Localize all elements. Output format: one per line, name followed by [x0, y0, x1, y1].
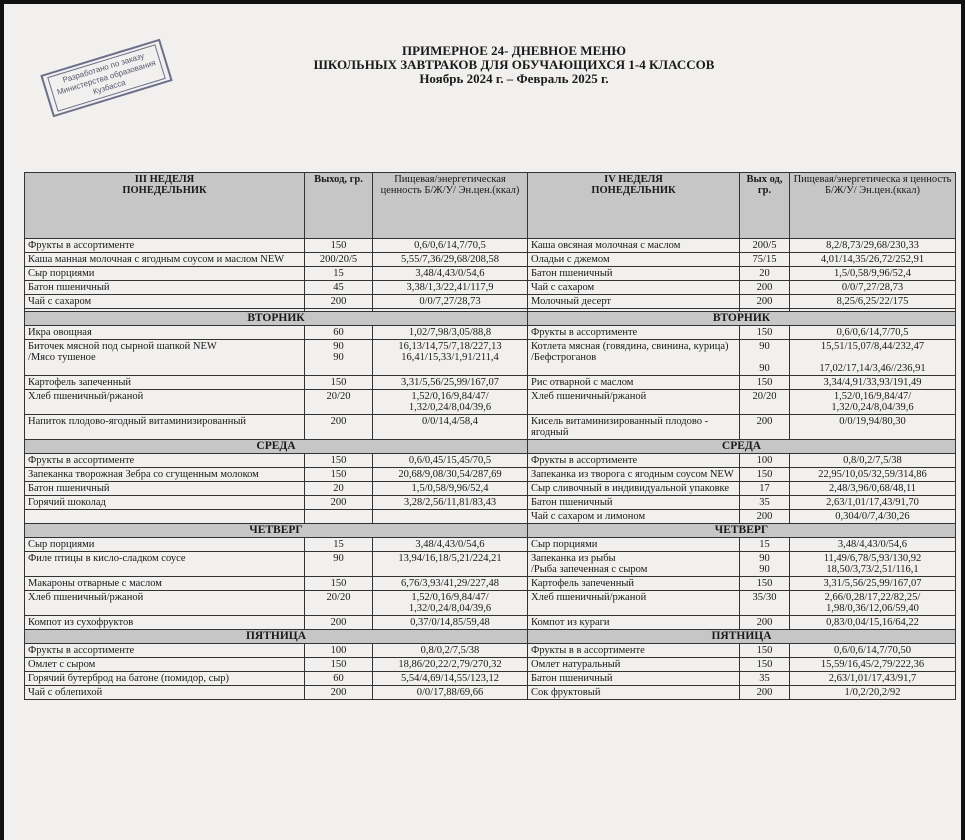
- yield-left: 20: [305, 482, 373, 496]
- dish-name-left: Компот из сухофруктов: [25, 616, 305, 630]
- dish-name-right: Рис отварной с маслом: [528, 376, 740, 390]
- energy-value-left: 5,54/4,69/14,55/123,12: [373, 672, 528, 686]
- dish-name-left: Горячий бутерброд на батоне (помидор, сыр): [25, 672, 305, 686]
- energy-value-left: 3,28/2,56/11,81/83,43: [373, 496, 528, 510]
- day-label-right: ПЯТНИЦА: [528, 630, 956, 644]
- energy-value-right: 0,8/0,2/7,5/38: [790, 454, 956, 468]
- energy-value-right: 3,48/4,43/0/54,6: [790, 538, 956, 552]
- yield-left: [305, 510, 373, 524]
- yield-left: 150: [305, 454, 373, 468]
- dish-name-left: Хлеб пшеничный/ржаной: [25, 390, 305, 415]
- table-row: [25, 672, 956, 686]
- yield-right: 35: [740, 672, 790, 686]
- energy-value-right: 3,31/5,56/25,99/167,07: [790, 577, 956, 591]
- energy-value-right: 22,95/10,05/32,59/314,86: [790, 468, 956, 482]
- menu-table-body: [25, 173, 956, 700]
- energy-value-right: 4,01/14,35/26,72/252,91: [790, 253, 956, 267]
- yield-left: 200: [305, 616, 373, 630]
- dish-name-left: Икра овощная: [25, 326, 305, 340]
- table-row: [25, 267, 956, 281]
- week-right-header: [528, 173, 740, 239]
- energy-value-left: 1,02/7,98/3,05/88,8: [373, 326, 528, 340]
- yield-left: 90 90: [305, 340, 373, 376]
- dish-name-left: Картофель запеченный: [25, 376, 305, 390]
- yield-column-header-left: Выход, гр.: [305, 173, 373, 239]
- day-header-row-friday: [25, 630, 956, 644]
- energy-value-left: [373, 510, 528, 524]
- table-row: [25, 295, 956, 309]
- energy-value-right: 0,6/0,6/14,7/70,50: [790, 644, 956, 658]
- yield-right: 150: [740, 577, 790, 591]
- yield-right: 200: [740, 686, 790, 700]
- dish-name-right: Батон пшеничный: [528, 672, 740, 686]
- yield-right: 150: [740, 644, 790, 658]
- energy-value-left: 3,31/5,56/25,99/167,07: [373, 376, 528, 390]
- energy-value-left: 0,6/0,45/15,45/70,5: [373, 454, 528, 468]
- week-right-title: IV НЕДЕЛЯ: [604, 174, 663, 185]
- energy-value-left: 6,76/3,93/41,29/227,48: [373, 577, 528, 591]
- menu-document: [4, 4, 961, 840]
- yield-right: 200: [740, 510, 790, 524]
- dish-name-left: Макароны отварные с маслом: [25, 577, 305, 591]
- yield-left: 200: [305, 496, 373, 510]
- yield-right: 150: [740, 658, 790, 672]
- yield-right: 20/20: [740, 390, 790, 415]
- yield-left: 90: [305, 552, 373, 577]
- energy-value-left: 0,37/0/14,85/59,48: [373, 616, 528, 630]
- table-row: [25, 281, 956, 295]
- energy-value-left: 3,38/1,3/22,41/117,9: [373, 281, 528, 295]
- title-line-1: ПРИМЕРНОЕ 24- ДНЕВНОЕ МЕНЮ: [401, 43, 626, 58]
- yield-left: 20/20: [305, 390, 373, 415]
- dish-name-right: Запеканка из творога с ягодным соусом NEW: [528, 468, 740, 482]
- week-header-row: [25, 173, 956, 239]
- table-row: [25, 340, 956, 376]
- day-label-left: СРЕДА: [25, 440, 528, 454]
- energy-value-left: 0/0/7,27/28,73: [373, 295, 528, 309]
- title-line-2: ШКОЛЬНЫХ ЗАВТРАКОВ ДЛЯ ОБУЧАЮЩИХСЯ 1-4 КЛАССОВ: [313, 57, 715, 72]
- stamp-text: Разработано по заказу Министерства образования Кузбасса: [47, 44, 166, 111]
- dish-name-left: Чай с сахаром: [25, 295, 305, 309]
- dish-name-right: Омлет натуральный: [528, 658, 740, 672]
- energy-value-right: 15,51/15,07/8,44/232,47 17,02/17,14/3,46//236,91: [790, 340, 956, 376]
- dish-name-left: Омлет с сыром: [25, 658, 305, 672]
- day-label-right: ВТОРНИК: [528, 312, 956, 326]
- yield-left: 150: [305, 376, 373, 390]
- approval-stamp: [40, 39, 172, 118]
- energy-value-left: 3,48/4,43/0/54,6: [373, 267, 528, 281]
- energy-value-left: 0,6/0,6/14,7/70,5: [373, 239, 528, 253]
- energy-value-left: 0/0/14,4/58,4: [373, 415, 528, 440]
- yield-left: 100: [305, 644, 373, 658]
- table-row: [25, 415, 956, 440]
- yield-right: 90 90: [740, 552, 790, 577]
- dish-name-right: Хлеб пшеничный/ржаной: [528, 390, 740, 415]
- yield-left: 200: [305, 415, 373, 440]
- dish-name-left: [25, 510, 305, 524]
- energy-value-right: 8,25/6,25/22/175: [790, 295, 956, 309]
- table-row: [25, 686, 956, 700]
- table-row: [25, 591, 956, 616]
- table-row: [25, 658, 956, 672]
- dish-name-right: Компот из кураги: [528, 616, 740, 630]
- day-header-row-tuesday: [25, 312, 956, 326]
- energy-value-right: 2,63/1,01/17,43/91,70: [790, 496, 956, 510]
- energy-value-right: 0,6/0,6/14,7/70,5: [790, 326, 956, 340]
- page-title: [264, 44, 764, 86]
- day-column-header-right: ПОНЕДЕЛЬНИК: [591, 185, 676, 196]
- yield-left: 15: [305, 538, 373, 552]
- yield-right: 200: [740, 295, 790, 309]
- yield-right: 150: [740, 376, 790, 390]
- energy-value-left: 20,68/9,08/30,54/287,69: [373, 468, 528, 482]
- dish-name-right: Сыр сливочный в индивидуальной упаковке: [528, 482, 740, 496]
- energy-value-left: 0,8/0,2/7,5/38: [373, 644, 528, 658]
- energy-value-right: 0,304/0/7,4/30,26: [790, 510, 956, 524]
- dish-name-left: Филе птицы в кисло-сладком соусе: [25, 552, 305, 577]
- dish-name-left: Фрукты в ассортименте: [25, 239, 305, 253]
- dish-name-left: Биточек мясной под сырной шапкой NEW /Мясо тушеное: [25, 340, 305, 376]
- energy-value-right: 11,49/6,78/5,93/130,92 18,50/3,73/2,51/116,1: [790, 552, 956, 577]
- yield-right: 15: [740, 538, 790, 552]
- energy-value-left: 1,5/0,58/9,96/52,4: [373, 482, 528, 496]
- yield-right: 35: [740, 496, 790, 510]
- yield-right: 200: [740, 281, 790, 295]
- yield-right: 200: [740, 616, 790, 630]
- dish-name-left: Хлеб пшеничный/ржаной: [25, 591, 305, 616]
- yield-right: 20: [740, 267, 790, 281]
- yield-left: 200: [305, 686, 373, 700]
- dish-name-left: Сыр порциями: [25, 538, 305, 552]
- dish-name-right: Фрукты в ассортименте: [528, 326, 740, 340]
- energy-column-header-left: Пищевая/энергетическая ценность Б/Ж/У/ Эн.цен.(ккал): [373, 173, 528, 239]
- day-header-row-thursday: [25, 524, 956, 538]
- energy-value-left: 3,48/4,43/0/54,6: [373, 538, 528, 552]
- dish-name-right: Каша овсяная молочная с маслом: [528, 239, 740, 253]
- table-row: [25, 496, 956, 510]
- dish-name-right: Сыр порциями: [528, 538, 740, 552]
- dish-name-right: Сок фруктовый: [528, 686, 740, 700]
- dish-name-right: Кисель витаминизированный плодово - ягодный: [528, 415, 740, 440]
- yield-left: 150: [305, 239, 373, 253]
- energy-value-right: 15,59/16,45/2,79/222,36: [790, 658, 956, 672]
- table-row: [25, 552, 956, 577]
- dish-name-right: Фрукты в в ассортименте: [528, 644, 740, 658]
- yield-left: 150: [305, 658, 373, 672]
- day-label-left: ВТОРНИК: [25, 312, 528, 326]
- dish-name-right: Хлеб пшеничный/ржаной: [528, 591, 740, 616]
- energy-value-right: 2,66/0,28/17,22/82,25/ 1,98/0,36/12,06/59,40: [790, 591, 956, 616]
- yield-right: 100: [740, 454, 790, 468]
- week-left-title: III НЕДЕЛЯ: [134, 174, 195, 185]
- dish-name-right: Батон пшеничный: [528, 496, 740, 510]
- energy-value-left: 1,52/0,16/9,84/47/ 1,32/0,24/8,04/39,6: [373, 390, 528, 415]
- table-row: [25, 468, 956, 482]
- day-label-left: ПЯТНИЦА: [25, 630, 528, 644]
- energy-value-left: 16,13/14,75/7,18/227,13 16,41/15,33/1,91/211,4: [373, 340, 528, 376]
- yield-left: 200: [305, 295, 373, 309]
- table-row: [25, 510, 956, 524]
- energy-value-left: 5,55/7,36/29,68/208,58: [373, 253, 528, 267]
- yield-left: 20/20: [305, 591, 373, 616]
- yield-right: 90 90: [740, 340, 790, 376]
- yield-left: 15: [305, 267, 373, 281]
- energy-value-right: 1,5/0,58/9,96/52,4: [790, 267, 956, 281]
- dish-name-left: Фрукты в ассортименте: [25, 454, 305, 468]
- yield-right: 75/15: [740, 253, 790, 267]
- yield-right: 200/5: [740, 239, 790, 253]
- energy-value-right: 0/0/19,94/80,30: [790, 415, 956, 440]
- energy-value-right: 8,2/8,73/29,68/230,33: [790, 239, 956, 253]
- yield-left: 45: [305, 281, 373, 295]
- energy-value-right: 1/0,2/20,2/92: [790, 686, 956, 700]
- yield-right: 150: [740, 326, 790, 340]
- title-line-3: Ноябрь 2024 г. – Февраль 2025 г.: [419, 71, 609, 86]
- yield-right: 200: [740, 415, 790, 440]
- yield-left: 150: [305, 577, 373, 591]
- table-row: [25, 239, 956, 253]
- yield-left: 60: [305, 672, 373, 686]
- menu-table: [24, 172, 956, 700]
- table-row: [25, 538, 956, 552]
- dish-name-left: Фрукты в ассортименте: [25, 644, 305, 658]
- energy-value-left: 18,86/20,22/2,79/270,32: [373, 658, 528, 672]
- dish-name-right: Оладьи с джемом: [528, 253, 740, 267]
- yield-left: 60: [305, 326, 373, 340]
- dish-name-left: Батон пшеничный: [25, 281, 305, 295]
- yield-left: 200/20/5: [305, 253, 373, 267]
- dish-name-left: Чай с облепихой: [25, 686, 305, 700]
- dish-name-right: Запеканка из рыбы /Рыба запеченная с сыром: [528, 552, 740, 577]
- day-column-header-left: ПОНЕДЕЛЬНИК: [122, 185, 207, 196]
- yield-column-header-right: Вых од, гр.: [740, 173, 790, 239]
- yield-left: 150: [305, 468, 373, 482]
- energy-value-right: 0,83/0,04/15,16/64,22: [790, 616, 956, 630]
- dish-name-right: Фрукты в ассортименте: [528, 454, 740, 468]
- dish-name-right: Батон пшеничный: [528, 267, 740, 281]
- dish-name-left: Напиток плодово-ягодный витаминизированный: [25, 415, 305, 440]
- table-row: [25, 616, 956, 630]
- week-left-header: [25, 173, 305, 239]
- energy-value-left: 0/0/17,88/69,66: [373, 686, 528, 700]
- table-row: [25, 376, 956, 390]
- energy-value-right: 2,63/1,01/17,43/91,7: [790, 672, 956, 686]
- yield-right: 150: [740, 468, 790, 482]
- day-label-right: СРЕДА: [528, 440, 956, 454]
- table-row: [25, 326, 956, 340]
- dish-name-right: Чай с сахаром и лимоном: [528, 510, 740, 524]
- energy-value-right: 2,48/3,96/0,68/48,11: [790, 482, 956, 496]
- dish-name-left: Сыр порциями: [25, 267, 305, 281]
- table-row: [25, 577, 956, 591]
- energy-value-left: 13,94/16,18/5,21/224,21: [373, 552, 528, 577]
- table-row: [25, 390, 956, 415]
- day-label-left: ЧЕТВЕРГ: [25, 524, 528, 538]
- dish-name-left: Горячий шоколад: [25, 496, 305, 510]
- energy-value-left: 1,52/0,16/9,84/47/ 1,32/0,24/8,04/39,6: [373, 591, 528, 616]
- table-row: [25, 253, 956, 267]
- dish-name-left: Запеканка творожная Зебра со сгущенным молоком: [25, 468, 305, 482]
- day-header-row-wednesday: [25, 440, 956, 454]
- dish-name-left: Каша манная молочная с ягодным соусом и маслом NEW: [25, 253, 305, 267]
- yield-right: 35/30: [740, 591, 790, 616]
- dish-name-right: Котлета мясная (говядина, свинина, курица) /Бефстроганов: [528, 340, 740, 376]
- energy-value-right: 0/0/7,27/28,73: [790, 281, 956, 295]
- dish-name-right: Чай с сахаром: [528, 281, 740, 295]
- table-row: [25, 454, 956, 468]
- yield-right: 17: [740, 482, 790, 496]
- dish-name-right: Молочный десерт: [528, 295, 740, 309]
- dish-name-right: Картофель запеченный: [528, 577, 740, 591]
- table-row: [25, 482, 956, 496]
- energy-column-header-right: Пищевая/энергетическа я ценность Б/Ж/У/ Эн.цен.(ккал): [790, 173, 956, 239]
- day-label-right: ЧЕТВЕРГ: [528, 524, 956, 538]
- table-row: [25, 644, 956, 658]
- dish-name-left: Батон пшеничный: [25, 482, 305, 496]
- energy-value-right: 3,34/4,91/33,93/191,49: [790, 376, 956, 390]
- energy-value-right: 1,52/0,16/9,84/47/ 1,32/0,24/8,04/39,6: [790, 390, 956, 415]
